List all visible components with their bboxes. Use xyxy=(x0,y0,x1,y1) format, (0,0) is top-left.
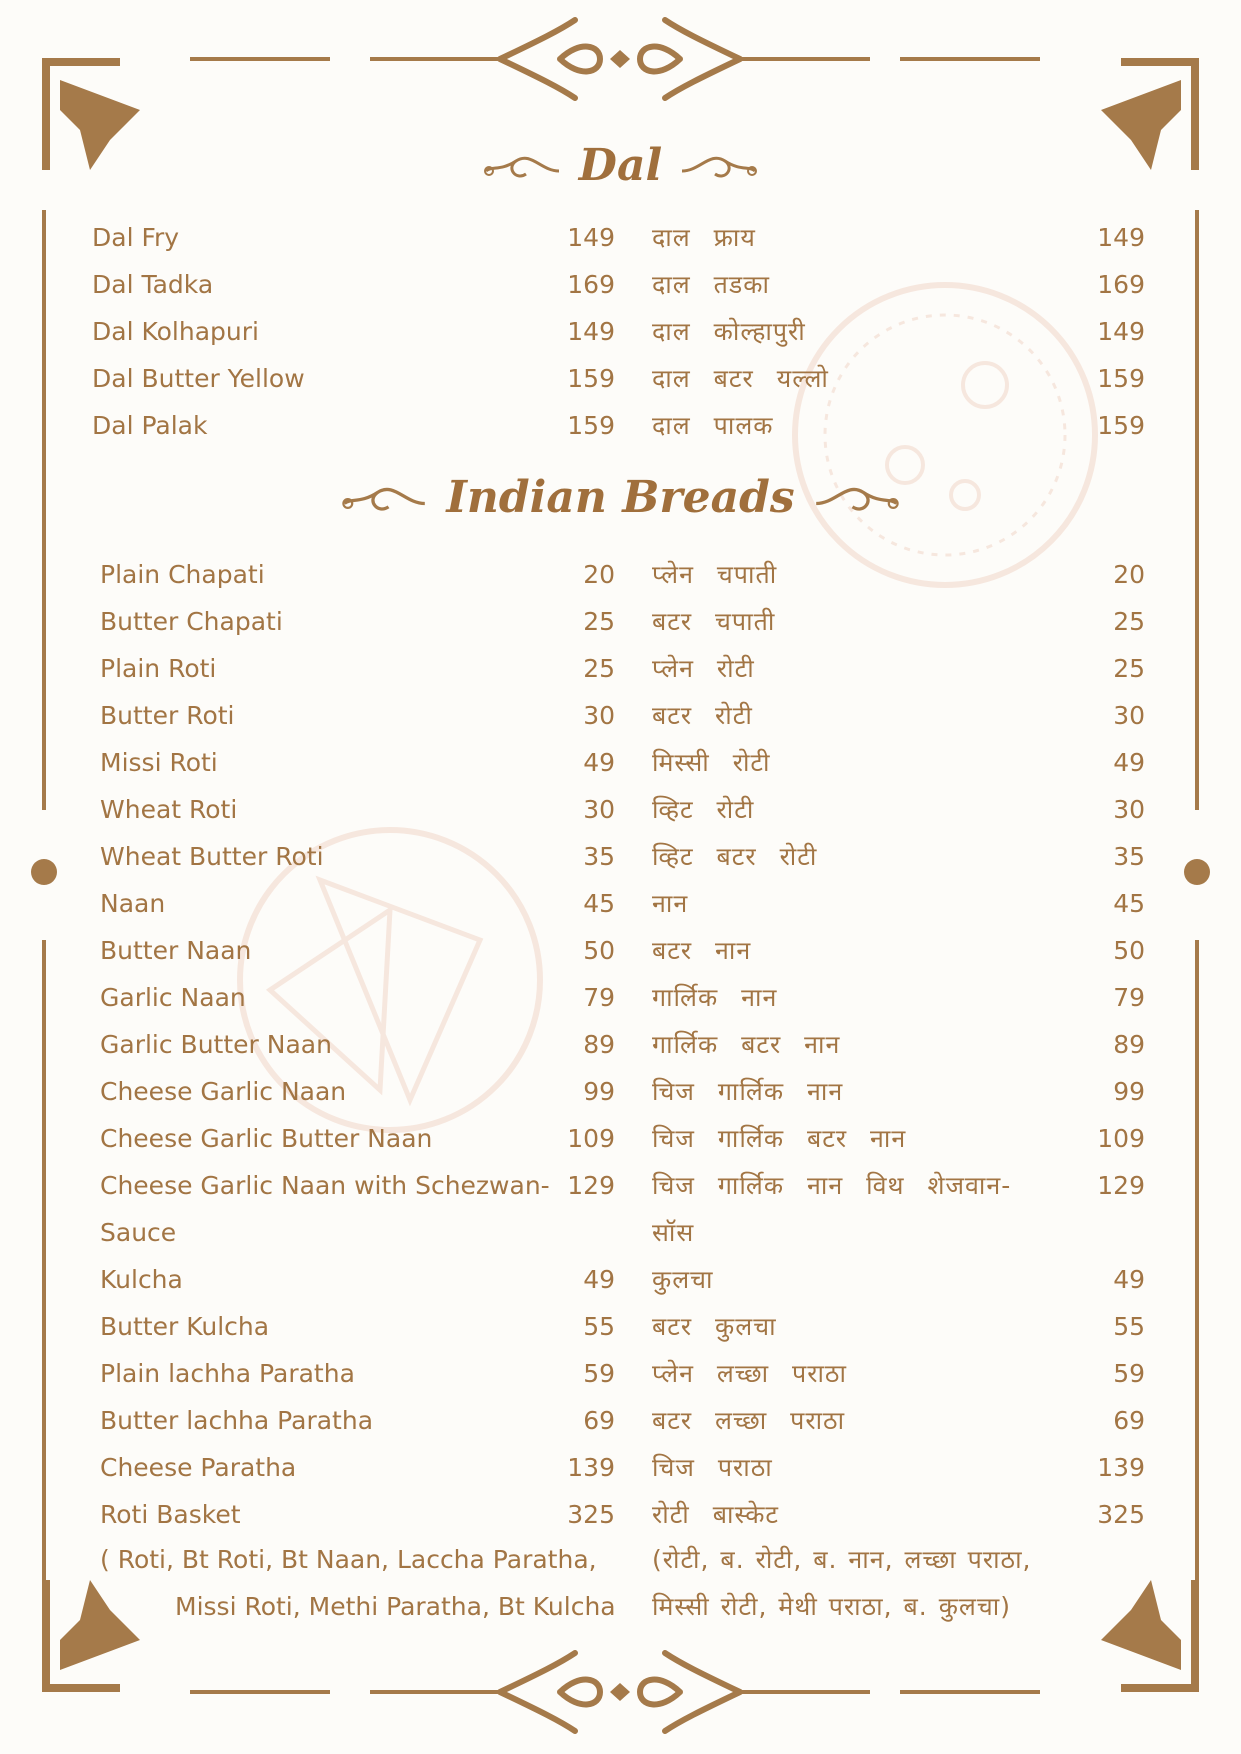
item-price-hi: 35 xyxy=(1113,842,1145,871)
item-price-hi: 25 xyxy=(1113,607,1145,636)
item-price-hi: 99 xyxy=(1113,1077,1145,1106)
item-name-hi: गार्लिक नान xyxy=(652,983,778,1012)
item-price-en: 149 xyxy=(567,317,615,346)
item-price-hi: 149 xyxy=(1097,223,1145,252)
item-price-en: 30 xyxy=(583,701,615,730)
basket-note-en-line2: Missi Roti, Methi Paratha, Bt Kulcha xyxy=(175,1592,616,1621)
item-price-hi: 139 xyxy=(1097,1453,1145,1482)
item-name-en: Cheese Garlic Naan xyxy=(100,1077,347,1106)
item-name-hi: दाल कोल्हापुरी xyxy=(652,317,806,346)
item-price-hi: 30 xyxy=(1113,795,1145,824)
item-name-hi: प्लेन रोटी xyxy=(652,654,755,683)
item-price-hi: 59 xyxy=(1113,1359,1145,1388)
item-name-en: Dal Kolhapuri xyxy=(92,317,259,346)
item-name-en: Wheat Butter Roti xyxy=(100,842,324,871)
item-price-en: 159 xyxy=(567,411,615,440)
dal-section-title xyxy=(0,140,1241,197)
item-price-hi: 20 xyxy=(1113,560,1145,589)
menu-item-row xyxy=(0,1399,1241,1443)
item-price-hi: 159 xyxy=(1097,411,1145,440)
menu-item-row xyxy=(0,882,1241,926)
item-price-en: 35 xyxy=(583,842,615,871)
item-price-hi: 159 xyxy=(1097,364,1145,393)
item-name-en: Wheat Roti xyxy=(100,795,238,824)
basket-note-line1 xyxy=(0,1538,1241,1582)
item-name-hi: दाल बटर यल्लो xyxy=(652,364,829,393)
item-price-en: 325 xyxy=(567,1500,615,1529)
item-name-hi: बटर चपाती xyxy=(652,607,776,636)
left-scroll-ornament-icon xyxy=(481,146,561,186)
item-name-en: Butter lachha Paratha xyxy=(100,1406,374,1435)
menu-item-row xyxy=(0,310,1241,354)
menu-item-row xyxy=(0,263,1241,307)
item-name-en: Dal Fry xyxy=(92,223,180,252)
item-name-en: Butter Chapati xyxy=(100,607,283,636)
menu-item-row xyxy=(0,1070,1241,1114)
menu-item-row xyxy=(0,1211,1241,1255)
item-price-en: 45 xyxy=(583,889,615,918)
item-name-hi: बटर कुलचा xyxy=(652,1312,777,1341)
item-price-en: 50 xyxy=(583,936,615,965)
item-name-hi: गार्लिक बटर नान xyxy=(652,1030,841,1059)
item-name-hi: चिज पराठा xyxy=(652,1453,773,1482)
item-price-hi: 149 xyxy=(1097,317,1145,346)
menu-item-row xyxy=(0,1493,1241,1537)
item-name-en: Roti Basket xyxy=(100,1500,241,1529)
item-price-en: 159 xyxy=(567,364,615,393)
item-name-hi: व्हिट बटर रोटी xyxy=(652,842,818,871)
item-price-en: 55 xyxy=(583,1312,615,1341)
item-name-hi: दाल फ्राय xyxy=(652,223,756,252)
item-name-en: Plain lachha Paratha xyxy=(100,1359,355,1388)
item-name-hi: चिज गार्लिक नान xyxy=(652,1077,844,1106)
item-price-hi: 45 xyxy=(1113,889,1145,918)
item-price-en: 79 xyxy=(583,983,615,1012)
item-price-en: 25 xyxy=(583,654,615,683)
menu-item-row xyxy=(0,1258,1241,1302)
right-scroll-ornament-icon xyxy=(813,476,903,520)
menu-item-row xyxy=(0,404,1241,448)
dal-title-text: Dal xyxy=(578,140,663,191)
item-name-en: Plain Roti xyxy=(100,654,217,683)
menu-item-row xyxy=(0,216,1241,260)
menu-item-row xyxy=(0,835,1241,879)
item-price-en: 59 xyxy=(583,1359,615,1388)
item-price-hi: 49 xyxy=(1113,748,1145,777)
item-name-en: Dal Butter Yellow xyxy=(92,364,305,393)
item-price-en: 129 xyxy=(567,1171,615,1200)
item-price-hi: 109 xyxy=(1097,1124,1145,1153)
item-name-hi: प्लेन चपाती xyxy=(652,560,778,589)
breads-title-text: Indian Breads xyxy=(446,472,795,523)
item-price-hi: 50 xyxy=(1113,936,1145,965)
item-name-en: Cheese Paratha xyxy=(100,1453,297,1482)
item-name-en: Plain Chapati xyxy=(100,560,265,589)
menu-item-row xyxy=(0,357,1241,401)
item-name-hi: दाल तडका xyxy=(652,270,770,299)
item-name-en: Butter Naan xyxy=(100,936,252,965)
menu-item-row xyxy=(0,600,1241,644)
item-price-en: 169 xyxy=(567,270,615,299)
item-name-hi: कुलचा xyxy=(652,1265,714,1294)
item-price-hi: 129 xyxy=(1097,1171,1145,1200)
item-name-hi: व्हिट रोटी xyxy=(652,795,755,824)
item-price-hi: 25 xyxy=(1113,654,1145,683)
item-price-hi: 169 xyxy=(1097,270,1145,299)
item-price-en: 49 xyxy=(583,1265,615,1294)
item-price-en: 49 xyxy=(583,748,615,777)
menu-item-row xyxy=(0,741,1241,785)
item-name-hi: प्लेन लच्छा पराठा xyxy=(652,1359,847,1388)
menu-item-row xyxy=(0,1352,1241,1396)
left-scroll-ornament-icon xyxy=(338,476,428,520)
item-name-en: Missi Roti xyxy=(100,748,218,777)
menu-item-row xyxy=(0,788,1241,832)
item-name-en: Naan xyxy=(100,889,166,918)
item-name-en: Butter Roti xyxy=(100,701,235,730)
item-name-hi: बटर लच्छा पराठा xyxy=(652,1406,846,1435)
item-name-hi: सॉस xyxy=(652,1218,695,1247)
item-name-en: Butter Kulcha xyxy=(100,1312,270,1341)
item-price-en: 20 xyxy=(583,560,615,589)
item-price-hi: 69 xyxy=(1113,1406,1145,1435)
item-name-en: Garlic Naan xyxy=(100,983,246,1012)
menu-item-row xyxy=(0,647,1241,691)
menu-item-row xyxy=(0,976,1241,1020)
menu-item-row xyxy=(0,1446,1241,1490)
item-price-en: 139 xyxy=(567,1453,615,1482)
menu-item-row xyxy=(0,1305,1241,1349)
item-price-en: 99 xyxy=(583,1077,615,1106)
item-price-hi: 79 xyxy=(1113,983,1145,1012)
item-name-en: Cheese Garlic Naan with Schezwan- xyxy=(100,1171,550,1200)
basket-note-line2 xyxy=(0,1585,1241,1629)
item-price-hi: 49 xyxy=(1113,1265,1145,1294)
item-name-hi: मिस्सी रोटी xyxy=(652,748,771,777)
item-price-hi: 55 xyxy=(1113,1312,1145,1341)
menu-item-row xyxy=(0,1023,1241,1067)
item-name-en: Sauce xyxy=(100,1218,177,1247)
menu-item-row xyxy=(0,1164,1241,1208)
item-name-hi: चिज गार्लिक नान विथ शेजवान- xyxy=(652,1171,1012,1200)
item-price-en: 149 xyxy=(567,223,615,252)
item-name-hi: रोटी बास्केट xyxy=(652,1500,779,1529)
menu-item-row xyxy=(0,1117,1241,1161)
basket-note-en-line1: ( Roti, Bt Roti, Bt Naan, Laccha Paratha, xyxy=(100,1545,597,1574)
basket-note-hi-line1: (रोटी, ब. रोटी, ब. नान, लच्छा पराठा, xyxy=(652,1545,1032,1574)
item-name-en: Garlic Butter Naan xyxy=(100,1030,332,1059)
basket-note-hi-line2: मिस्सी रोटी, मेथी पराठा, ब. कुलचा) xyxy=(652,1592,1011,1621)
item-name-hi: नान xyxy=(652,889,689,918)
menu-item-row xyxy=(0,553,1241,597)
item-price-hi: 325 xyxy=(1097,1500,1145,1529)
breads-section-title xyxy=(0,472,1241,531)
menu-item-row xyxy=(0,694,1241,738)
item-name-hi: चिज गार्लिक बटर नान xyxy=(652,1124,907,1153)
item-price-en: 69 xyxy=(583,1406,615,1435)
item-name-hi: बटर रोटी xyxy=(652,701,753,730)
item-name-en: Dal Palak xyxy=(92,411,208,440)
item-name-en: Dal Tadka xyxy=(92,270,214,299)
item-price-en: 25 xyxy=(583,607,615,636)
item-price-en: 30 xyxy=(583,795,615,824)
item-price-hi: 89 xyxy=(1113,1030,1145,1059)
item-name-en: Cheese Garlic Butter Naan xyxy=(100,1124,433,1153)
item-name-hi: दाल पालक xyxy=(652,411,774,440)
item-price-hi: 30 xyxy=(1113,701,1145,730)
item-price-en: 109 xyxy=(567,1124,615,1153)
right-scroll-ornament-icon xyxy=(680,146,760,186)
item-price-en: 89 xyxy=(583,1030,615,1059)
item-name-en: Kulcha xyxy=(100,1265,183,1294)
item-name-hi: बटर नान xyxy=(652,936,752,965)
menu-item-row xyxy=(0,929,1241,973)
